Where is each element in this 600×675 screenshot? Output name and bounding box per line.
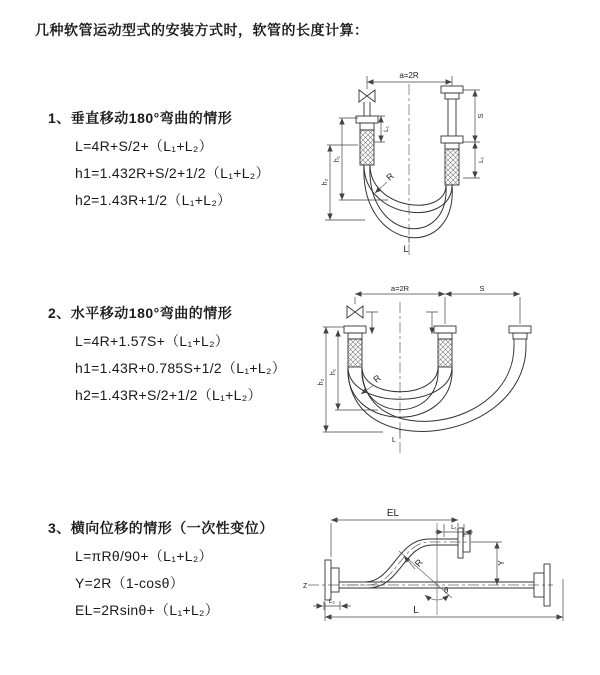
radius-label: R [384, 170, 396, 183]
extension-line [355, 297, 520, 324]
diagram-lateral-displacement [298, 503, 600, 653]
dim-label-h2: h₂ [318, 378, 325, 386]
formula-line: EL=2Rsinθ+（L₁+L₂） [75, 602, 220, 618]
radius-label: R [371, 372, 383, 385]
flange-plate [325, 560, 331, 600]
length-label: L [403, 244, 409, 254]
hose-curve [364, 165, 452, 212]
valve-icon [347, 306, 363, 318]
flange-hub [445, 143, 459, 149]
section-1-heading: 1、垂直移动180°弯曲的情形 [48, 110, 233, 126]
section-2-formulas [75, 328, 286, 409]
dim-label-l1: L₁ [478, 157, 485, 163]
hose-curve [370, 165, 446, 229]
braided-hose-section [360, 130, 374, 165]
flange-plate [458, 528, 463, 558]
dim-label-a2r: a=2R [399, 71, 419, 80]
length-label: L [391, 435, 397, 444]
valve-icon [359, 90, 375, 102]
radius-label: R [412, 557, 425, 569]
hose-centerline [346, 542, 469, 585]
formula-line: Y=2R（1-cosθ） [75, 575, 185, 591]
dim-label-s: S [476, 113, 485, 119]
extension-line [463, 90, 480, 178]
section-3-heading: 3、横向位移的情形（一次性变位） [48, 520, 274, 536]
diagram-horizontal-180-bend [308, 282, 598, 467]
formula-line: L=4R+S/2+（L₁+L₂） [75, 138, 213, 154]
hose-curve [370, 165, 446, 205]
dim-label-l2: L₂ [328, 598, 336, 605]
flange [344, 326, 366, 333]
extension-line [331, 523, 458, 557]
dim-label-s: S [479, 284, 485, 293]
braided-hose-section [438, 339, 452, 367]
braided-hose-section [348, 339, 362, 367]
section-1-formulas [75, 133, 270, 214]
extension-line [325, 118, 388, 220]
formula-line: h2=1.43R+S/2+1/2（L₁+L₂） [75, 387, 262, 403]
flange [509, 326, 531, 333]
dim-label-a2r: a=2R [390, 284, 410, 293]
section-3-formulas [75, 543, 219, 624]
formula-line: h2=1.43R+1/2（L₁+L₂） [75, 192, 232, 208]
centerline-mark: Z [303, 583, 308, 590]
dim-label-h1: h₁ [334, 155, 341, 163]
formula-line: L=πRθ/90+（L₁+L₂） [75, 548, 213, 564]
dim-label-l1: L₁ [451, 524, 457, 531]
flange-hub [438, 333, 452, 339]
braided-hose-section [445, 149, 459, 185]
flange-hub [445, 93, 459, 99]
dim-label-h2: h₂ [322, 178, 329, 186]
flange [434, 326, 456, 333]
length-label: L [413, 605, 419, 616]
formula-line: h1=1.432R+S/2+1/2（L₁+L₂） [75, 165, 270, 181]
angle-label: θ [444, 586, 449, 595]
flange-hub [348, 333, 362, 339]
right-pipe [448, 99, 456, 136]
formula-line: h1=1.43R+0.785S+1/2（L₁+L₂） [75, 360, 286, 376]
left-pipe [364, 102, 370, 116]
dim-label-l1: L₁ [383, 126, 390, 132]
flange-hub [331, 568, 339, 592]
flange [356, 116, 378, 123]
diagram-vertical-180-bend [303, 60, 593, 265]
formula-line: L=4R+1.57S+（L₁+L₂） [75, 333, 230, 349]
flange-hub [360, 123, 374, 130]
dim-label-el: EL [386, 508, 400, 519]
flange-hub [513, 333, 527, 339]
right-pipe [514, 339, 526, 344]
flange [441, 136, 463, 143]
page-title: 几种软管运动型式的安装方式时，软管的长度计算： [35, 22, 369, 38]
dim-label-h1: h₁ [330, 368, 337, 376]
dim-label-y: Y [497, 560, 506, 566]
hose-curve [364, 165, 452, 238]
section-2-heading: 2、水平移动180°弯曲的情形 [48, 305, 233, 321]
flange [441, 86, 463, 93]
